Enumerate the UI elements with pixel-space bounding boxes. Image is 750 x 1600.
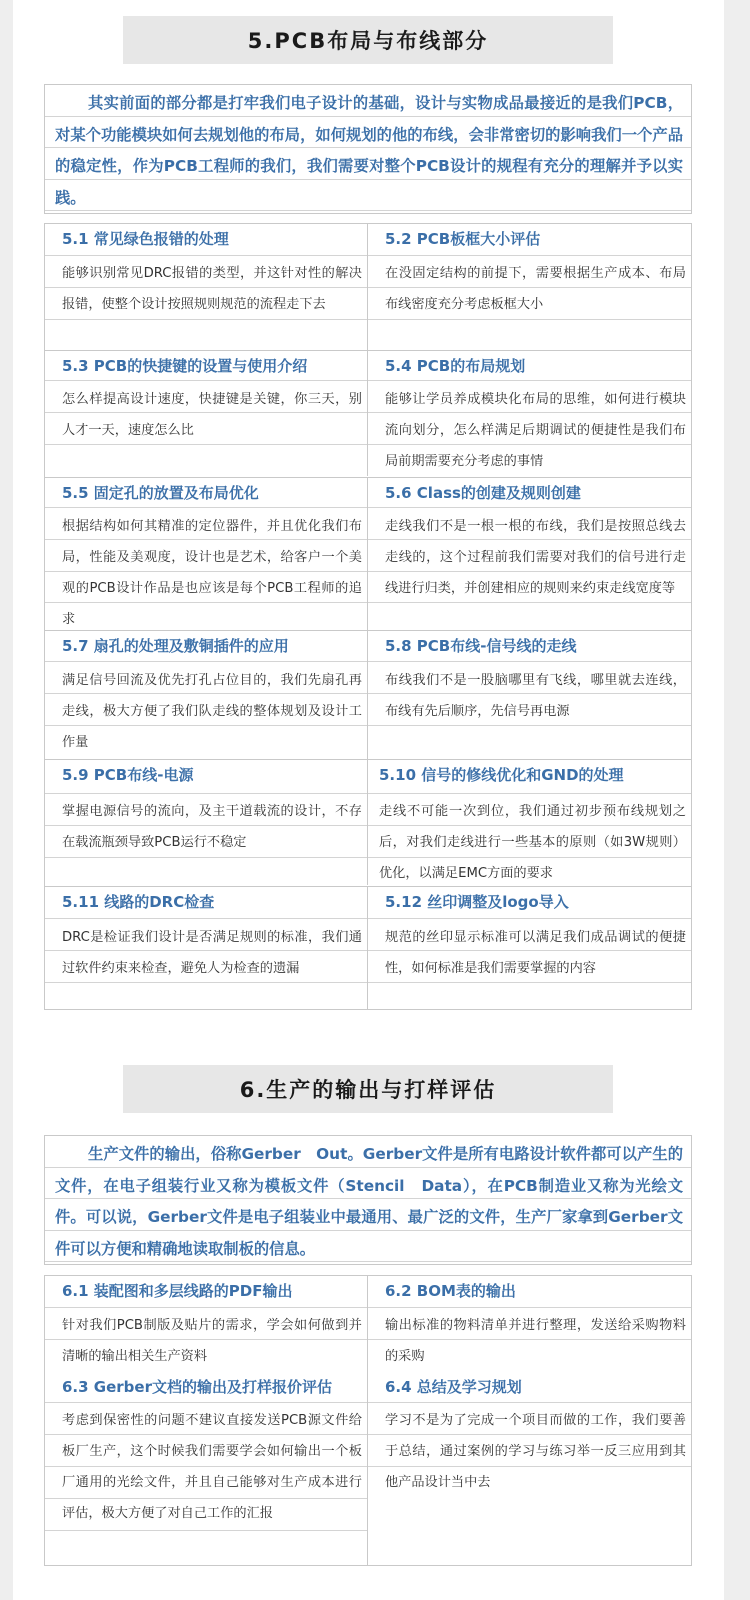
topic-description: 规范的丝印显示标准可以满足我们成品调试的便捷性，如何标准是我们需要掌握的内容 bbox=[385, 929, 686, 976]
topic-cell-5-12 bbox=[368, 886, 691, 1009]
section-5-intro-text: 其实前面的部分都是打牢我们电子设计的基础，设计与实物成品最接近的是我们PCB，对某个功能模块如何去规划他的布局，如何规划的他的布线，会非常密切的影响我们一个产品的稳定性，作为PCB工程师的我们，我们需要对整个PCB设计的规程有充分的理解并予以实践。 bbox=[55, 94, 683, 207]
topic-heading: 5.10 信号的修线优化和GND的处理 bbox=[379, 766, 624, 785]
topic-description: 怎么样提高设计速度，快捷键是关键，你三天，别人才一天，速度怎么比 bbox=[62, 392, 362, 439]
topic-heading: 5.12 丝印调整及logo导入 bbox=[385, 892, 569, 911]
topic-heading: 6.3 Gerber文档的输出及打样报价评估 bbox=[62, 1378, 332, 1396]
section-5-title: 5.PCB布局与布线部分 bbox=[123, 16, 613, 64]
section-6-intro-box bbox=[44, 1135, 692, 1265]
topic-cell-5-6 bbox=[368, 477, 691, 630]
topic-cell-5-4 bbox=[368, 350, 691, 476]
section-6-title: 6.生产的输出与打样评估 bbox=[123, 1065, 613, 1113]
topic-cell-5-7 bbox=[45, 630, 368, 759]
topic-heading: 6.2 BOM表的输出 bbox=[385, 1282, 516, 1300]
topic-cell-6-3 bbox=[45, 1372, 368, 1565]
topic-description: 在没固定结构的前提下，需要根据生产成本、布局布线密度充分考虑板框大小 bbox=[385, 266, 686, 312]
topic-description: 考虑到保密性的问题不建议直接发送PCB源文件给板厂生产，这个时候我们需要学会如何输出一个板厂通用的光绘文件，并且自己能够对生产成本进行评估，极大方便了对自己工作的汇报 bbox=[62, 1413, 362, 1521]
topic-description: 输出标准的物料清单并进行整理，发送给采购物料的采购 bbox=[385, 1318, 686, 1364]
topic-cell-6-2 bbox=[368, 1276, 691, 1372]
topic-description: 能够让学员养成模块化布局的思维，如何进行模块流向划分，怎么样满足后期调试的便捷性是我们布局前期需要充分考虑的事情 bbox=[385, 392, 686, 470]
topic-heading: 5.1 常见绿色报错的处理 bbox=[62, 230, 229, 248]
topic-cell-5-8 bbox=[368, 630, 691, 759]
topic-heading: 5.8 PCB布线-信号线的走线 bbox=[385, 636, 577, 655]
topic-cell-5-9 bbox=[45, 759, 368, 885]
topic-heading: 5.9 PCB布线-电源 bbox=[62, 766, 194, 785]
section-5-intro-box bbox=[44, 84, 692, 214]
topic-cell-5-10 bbox=[368, 759, 691, 885]
topic-cell-6-4 bbox=[368, 1372, 691, 1565]
topic-cell-6-1 bbox=[45, 1276, 368, 1372]
topic-description: 能够识别常见DRC报错的类型，并这针对性的解决报错，使整个设计按照规则规范的流程走下去 bbox=[62, 266, 362, 312]
topic-heading: 5.11 线路的DRC检查 bbox=[62, 892, 215, 911]
topic-description: 走线不可能一次到位，我们通过初步预布线规划之后，对我们走线进行一些基本的原则（如3W规则）优化，以满足EMC方面的要求 bbox=[379, 804, 686, 882]
topic-description: 掌握电源信号的流向，及主干道载流的设计，不存在载流瓶颈导致PCB运行不稳定 bbox=[62, 804, 362, 851]
topic-description: 满足信号回流及优先打孔占位目的，我们先扇孔再走线，极大方便了我们队走线的整体规划及设计工作量 bbox=[62, 672, 362, 750]
topic-description: 走线我们不是一根一根的布线，我们是按照总线去走线的，这个过程前我们需要对我们的信号进行走线进行归类，并创建相应的规则来约束走线宽度等 bbox=[385, 518, 686, 596]
section-6-topic-table bbox=[44, 1275, 692, 1566]
topic-heading: 5.3 PCB的快捷键的设置与使用介绍 bbox=[62, 357, 308, 376]
topic-cell-5-2 bbox=[368, 224, 691, 350]
topic-cell-5-5 bbox=[45, 477, 368, 630]
topic-description: DRC是检证我们设计是否满足规则的标准，我们通过软件约束来检查，避免人为检查的遗漏 bbox=[62, 929, 362, 976]
topic-heading: 6.4 总结及学习规划 bbox=[385, 1378, 522, 1396]
topic-description: 根据结构如何其精准的定位器件，并且优化我们布局，性能及美观度，设计也是艺术，给客户一个美观的PCB设计作品是也应该是每个PCB工程师的追求 bbox=[62, 518, 362, 627]
topic-description: 学习不是为了完成一个项目而做的工作，我们要善于总结，通过案例的学习与练习举一反三应用到其他产品设计当中去 bbox=[385, 1413, 686, 1490]
topic-cell-5-3 bbox=[45, 350, 368, 476]
section-5-topic-table bbox=[44, 223, 692, 1010]
topic-cell-5-1 bbox=[45, 224, 368, 350]
topic-heading: 5.4 PCB的布局规划 bbox=[385, 357, 526, 376]
topic-description: 针对我们PCB制版及贴片的需求，学会如何做到并清晰的输出相关生产资料 bbox=[62, 1318, 362, 1364]
topic-heading: 5.5 固定孔的放置及布局优化 bbox=[62, 483, 259, 502]
topic-heading: 6.1 装配图和多层线路的PDF输出 bbox=[62, 1282, 293, 1300]
section-6-intro-text: 生产文件的输出，俗称Gerber Out。Gerber文件是所有电路设计软件都可以产生的文件，在电子组装行业又称为模板文件（Stencil Data），在PCB制造业又称为光绘文件。可以说，Gerber文件是电子组装业中最通用、最广泛的文件，生产厂家拿到Gerber文件可以方便和精确地读取制板的信息。 bbox=[55, 1145, 683, 1258]
topic-description: 布线我们不是一股脑哪里有飞线，哪里就去连线，布线有先后顺序，先信号再电源 bbox=[385, 672, 686, 719]
topic-heading: 5.7 扇孔的处理及敷铜插件的应用 bbox=[62, 636, 289, 655]
topic-heading: 5.6 Class的创建及规则创建 bbox=[385, 483, 581, 502]
document-page bbox=[13, 0, 724, 1600]
topic-cell-5-11 bbox=[45, 886, 368, 1009]
topic-heading: 5.2 PCB板框大小评估 bbox=[385, 230, 541, 248]
